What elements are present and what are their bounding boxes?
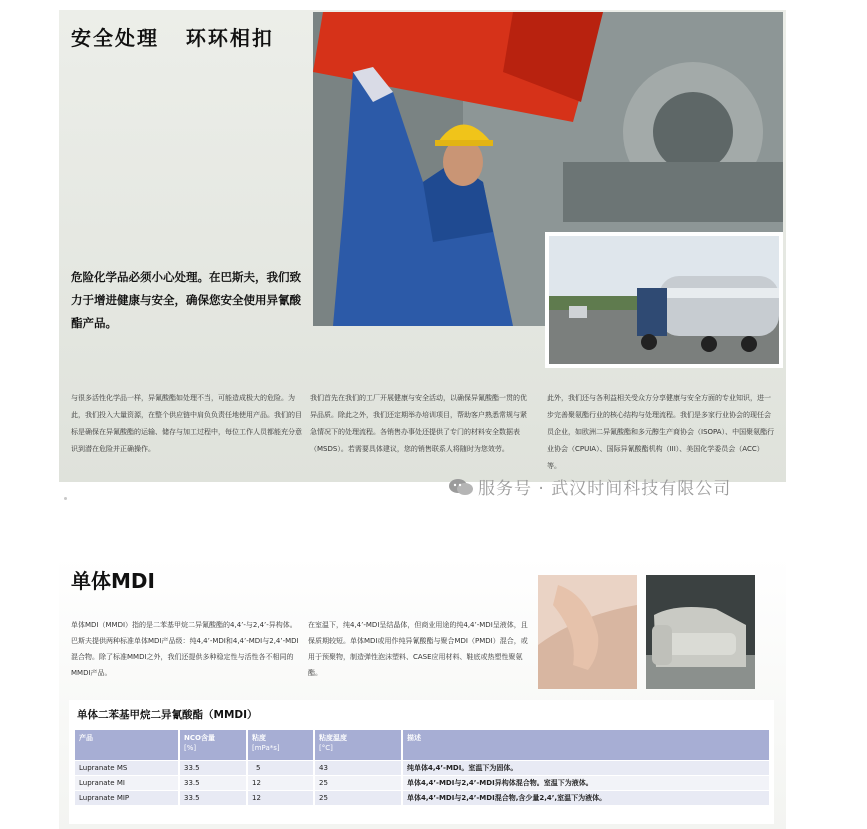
header-product: 产品	[75, 730, 179, 760]
mdi-column-2: 在室温下，纯4,4’-MDI呈结晶体，但商业用途的纯4,4’-MDI呈液体，且保质期较短。单体MDI或用作纯异氰酸酯与聚合MDI（PMDI）混合，或用于预聚物，制造弹性泡沫塑料、CASE应用材料、鞋底或热塑性聚氨酯。	[308, 621, 528, 677]
cell-product: Lupranate MS	[75, 760, 179, 775]
mmdi-table	[75, 730, 771, 805]
safety-column-3: 此外，我们还与各利益相关受众方分享健康与安全方面的专业知识，进一步完善聚氨酯行业的核心结构与处理流程。我们是多家行业协会的现任会员企业，如欧洲二异氰酸酯和多元醇生产商协会（ISOPA）、中国聚氨酯行业协会（CPUIA）、国际异氰酸酯机构（III）、美国化学委员会（ACC）等。	[547, 394, 775, 470]
page-dot	[64, 497, 67, 500]
table-row	[75, 760, 770, 775]
table-row	[75, 775, 770, 790]
cell-description: 单体4,4’-MDI与2,4’-MDI混合物,含少量2,4’,室温下为液体。	[402, 790, 770, 805]
cell-viscosity-temp: 43	[314, 760, 402, 775]
cell-viscosity: 5	[247, 760, 314, 775]
cell-description: 纯单体4,4’-MDI。室温下为固体。	[402, 760, 770, 775]
cell-viscosity: 12	[247, 790, 314, 805]
safety-column-2: 我们首先在我们的工厂开展健康与安全活动，以确保异氰酸酯一贯的优异品质。除此之外，我们还定期举办培训项目，帮助客户熟悉常规与紧急情况下的处理流程。各销售办事处还提供了专门的材料安全数据表（MSDS）。若需要具体建议，您的销售联系人将随时为您效劳。	[310, 394, 527, 453]
table-header-row	[75, 730, 770, 760]
cell-nco: 33.5	[179, 760, 247, 775]
table-row	[75, 790, 770, 805]
hand-illustration	[538, 575, 637, 689]
cell-nco: 33.5	[179, 775, 247, 790]
cell-description: 单体4,4’-MDI与2,4’-MDI异构体混合物。室温下为液体。	[402, 775, 770, 790]
mmdi-table-title: 单体二苯基甲烷二异氰酸酯（MMDI）	[77, 709, 258, 721]
hand-on-foam-photo	[538, 575, 637, 689]
tanker-truck-photo	[545, 232, 783, 368]
safety-lead-text: 危险化学品必须小心处理。在巴斯夫，我们致力于增进健康与安全，确保您安全使用异氰酸酯产品。	[71, 270, 301, 330]
header-viscosity: 粘度 [mPa*s]	[247, 730, 314, 760]
sofa-illustration	[646, 575, 755, 689]
cell-viscosity: 12	[247, 775, 314, 790]
safety-section-title: 安全处理 环环相扣	[71, 26, 274, 50]
header-viscosity-temp: 粘度温度 [°C]	[314, 730, 402, 760]
safety-column-1: 与很多活性化学品一样，异氰酸酯如处理不当，可能造成极大的危险。为此，我们投入大量资源，在整个供应链中肩负负责任地使用产品。我们的目标是确保在异氰酸酯的运输、储存与加工过程中，每位工作人员都能充分意识到潜在危险并正确操作。	[71, 394, 302, 453]
wechat-icon	[448, 477, 474, 497]
cell-product: Lupranate MIP	[75, 790, 179, 805]
cell-nco: 33.5	[179, 790, 247, 805]
watermark-text: 服务号 · 武汉时间科技有限公司	[478, 479, 732, 499]
watermark	[448, 474, 731, 499]
sofa-photo	[646, 575, 755, 689]
cell-viscosity-temp: 25	[314, 775, 402, 790]
cell-product: Lupranate MI	[75, 775, 179, 790]
mdi-column-1: 单体MDI（MMDI）指的是二苯基甲烷二异氰酸酯的4,4’-与2,4’-异构体。巴斯夫提供两种标准单体MDI产品级：纯4,4’-MDI和4,4’-MDI与2,4’-MDI混合物。除了标准MMDI之外，我们还提供多种稳定性与活性各不相同的MMDI产品。	[71, 621, 299, 677]
truck-illustration	[549, 236, 779, 364]
mdi-section-title: 单体MDI	[71, 569, 155, 593]
cell-viscosity-temp: 25	[314, 790, 402, 805]
header-nco: NCO含量 [%]	[179, 730, 247, 760]
header-description: 描述	[402, 730, 770, 760]
